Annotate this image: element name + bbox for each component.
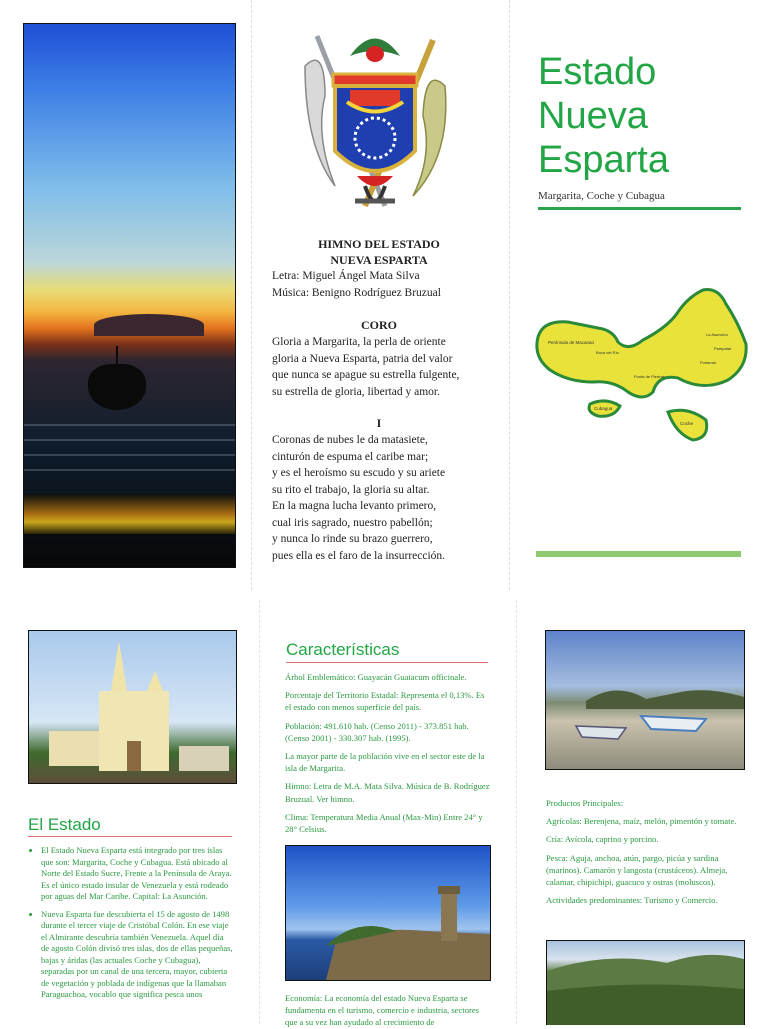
list-item: Clima: Temperatura Media Anual (Max-Min) Entre 24° y 28° Celsius. — [285, 811, 483, 835]
stanza-text: Coronas de nubes le da matasiete, cinturón de espuma el caribe mar; y es el heroísmo su escudo y su ariete su rito el trabajo, la gloria su altar. En la magna lucha levanto primero, cual iris sagrado, nuestro pabellón; y nunca lo rinde su brazo guerrero, pues ella es el faro de la insurrección. — [272, 434, 446, 562]
map-label: Península de Macanao — [548, 340, 595, 345]
fold-line — [251, 0, 253, 590]
stanza-heading: I — [376, 416, 382, 430]
page-title: Estado Nueva Esparta — [538, 51, 669, 181]
map-label: Cubagua — [594, 406, 613, 411]
list-item: Productos Principales: — [546, 798, 624, 808]
list-item: Actividades predominantes: Turismo y Comercio. — [546, 895, 718, 906]
list-item: La mayor parte de la población vive en el sector este de la isla de Margarita. — [285, 751, 485, 774]
hills-photo — [546, 940, 745, 1025]
coro-heading: CORO — [361, 318, 397, 332]
fold-line — [516, 600, 518, 1024]
list-item: Árbol Emblemático: Guayacán Guaiacum officinale. — [285, 672, 467, 682]
list-item: Cría: Avícola, caprino y porcino. — [546, 834, 659, 845]
green-bar — [536, 551, 741, 557]
fold-line — [259, 600, 261, 1024]
state-map — [528, 282, 748, 452]
productos-list — [546, 797, 746, 912]
hymn-title: HIMNO DEL ESTADO NUEVA ESPARTA — [318, 237, 440, 267]
economia-text: Economía: La economía del estado Nueva Esparta se fundamenta en el turismo, comercio e industria, sectores que a su vez han ayudado al crecimiento de — [285, 993, 480, 1028]
subtitle: Margarita, Coche y Cubagua — [538, 190, 665, 202]
list-item: Pesca: Aguja, anchoa, atún, pargo, picúa y sardina (marinos). Camarón y langosta (crustáceos). Almeja, calamar, chipichipi, guacuco y ostras (moluscos). — [546, 852, 728, 888]
caracteristicas-divider — [286, 662, 488, 663]
beach-photo — [545, 630, 745, 770]
hymn-credits: Letra: Miguel Ángel Mata Silva Música: Benigno Rodríguez Bruzual — [272, 270, 441, 299]
caracteristicas-list — [285, 671, 490, 841]
map-label: Boca del Río — [596, 350, 619, 355]
estado-list — [28, 845, 233, 1007]
map-label: Porlamar — [700, 360, 717, 365]
map-label: Pampatar — [714, 346, 732, 351]
map-label: La Asunción — [706, 332, 728, 337]
list-item: Porcentaje del Territorio Estadal: Representa el 0,13%. Es el estado con menos superficie del país. — [285, 690, 485, 713]
caracteristicas-heading: Características — [286, 640, 400, 659]
estado-divider — [28, 836, 232, 837]
church-photo — [28, 630, 237, 784]
fold-line — [509, 0, 511, 590]
coat-of-arms-icon — [295, 26, 455, 226]
list-item: Himno: Letra de M.A. Mata Silva. Música de B. Rodríguez Bruzual. Ver himno. — [285, 781, 490, 804]
sunset-photo — [23, 23, 236, 568]
list-item: • El Estado Nueva Esparta está integrado por tres islas que son: Margarita, Coche y Cubagua. Está ubicado al Norte del Estado Sucre, Frente a la Península de Araya. Es el único estado insular de Venezuela y está rodeado por aguas del Mar Caribe. Capital: La Asunción. — [41, 845, 233, 903]
estado-heading: El Estado — [28, 815, 101, 834]
list-item: Población: 491.610 hab. (Censo 2011) - 373.851 hab. (Censo 2001) - 330.307 hab. (1995). — [285, 720, 469, 743]
map-label: Coche — [680, 421, 694, 426]
list-item: Agrícolas: Berenjena, maíz, melón, pimentón y tomate. — [546, 816, 737, 827]
list-item: • Nueva Esparta fue descubierta el 15 de agosto de 1498 durante el tercer viaje de Cristóbal Colón. En ese viaje el Almirante descubría también Venezuela. Aquel día de agosto Colón divisó tres islas, dos de ellas pequeñas, bajas y áridas (las actuales Coche y Cubagua), separadas por un canal de una tercera, mayor, cubierta de vegetación y poblada de indígenas que la llamaban Paraguachoa, vocablo que significa pesca unos — [41, 909, 233, 1001]
fort-photo — [285, 845, 491, 981]
map-label: Punta de Piedras — [634, 374, 665, 379]
title-underline — [538, 207, 741, 210]
coro-text: Gloria a Margarita, la perla de oriente gloria a Nueva Esparta, patria del valor que nunca se apague su estrella fulgente, su estrella de gloria, libertad y amor. — [272, 336, 460, 398]
